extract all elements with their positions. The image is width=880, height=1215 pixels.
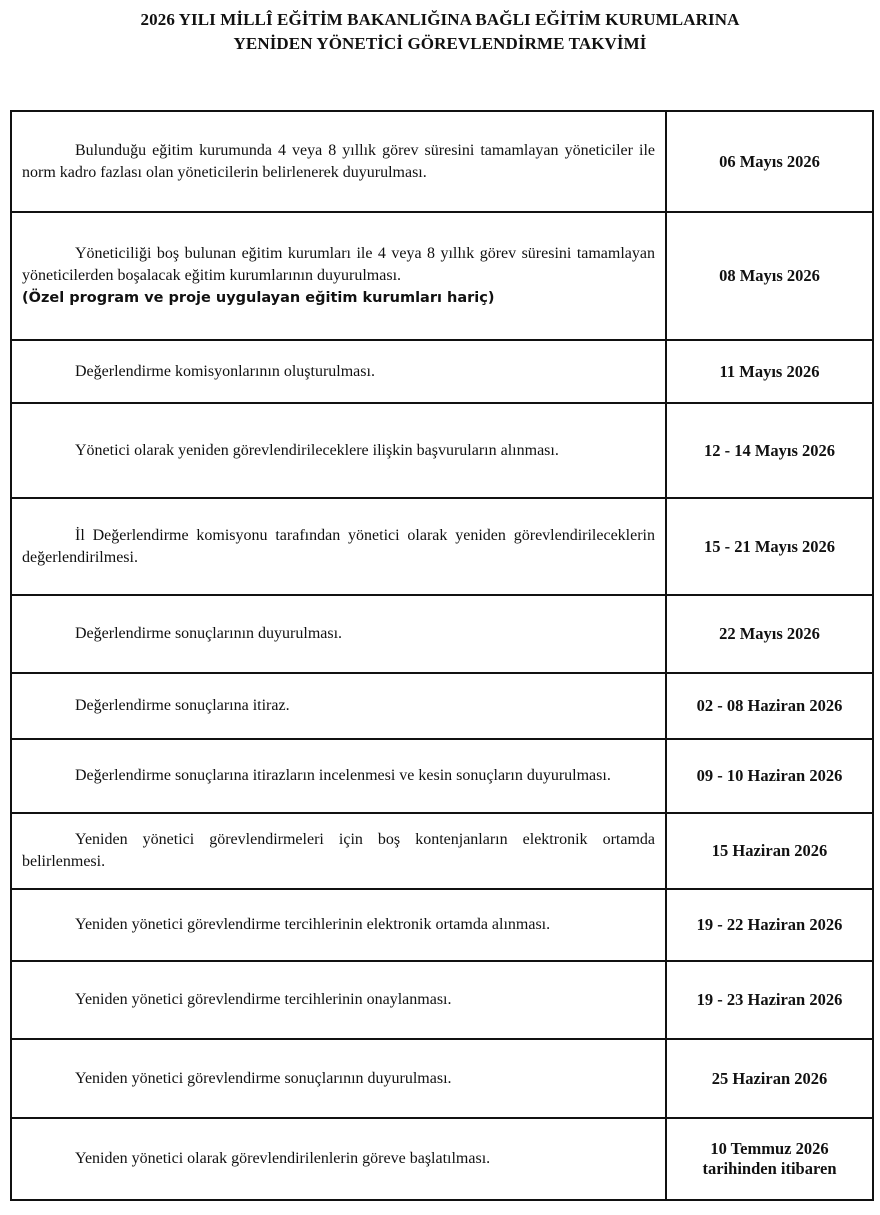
step-date: 22 Mayıs 2026 [666,595,873,673]
step-date: 15 - 21 Mayıs 2026 [666,498,873,595]
table-row [11,813,873,889]
step-description: Bulunduğu eğitim kurumunda 4 veya 8 yıllık görev süresini tamamlayan yöneticiler ile norm kadro fazlası olan yöneticilerin belirlenerek duyurulması. [11,111,666,212]
table-row [11,595,873,673]
step-date: 19 - 22 Haziran 2026 [666,889,873,961]
step-date: 08 Mayıs 2026 [666,212,873,340]
table-row [11,889,873,961]
step-date: 25 Haziran 2026 [666,1039,873,1118]
table-row [11,212,873,340]
step-description: Yeniden yönetici görevlendirme tercihlerinin onaylanması. [11,961,666,1039]
step-note: (Özel program ve proje uygulayan eğitim kurumları hariç) [22,290,495,306]
step-description: Yeniden yönetici görevlendirme sonuçlarının duyurulması. [11,1039,666,1118]
step-date: 02 - 08 Haziran 2026 [666,673,873,739]
step-date-suffix: tarihinden itibaren [702,1159,837,1178]
table-row [11,403,873,498]
step-date [666,1118,873,1200]
step-date: 09 - 10 Haziran 2026 [666,739,873,813]
step-description-text: Yöneticiliği boş bulunan eğitim kurumları ile 4 veya 8 yıllık görev süresini tamamlayan yöneticilerden boşalacak eğitim kurumlarının duyurulması. [22,245,655,284]
table-row [11,739,873,813]
step-date: 15 Haziran 2026 [666,813,873,889]
title-line-1: 2026 YILI MİLLÎ EĞİTİM BAKANLIĞINA BAĞLI EĞİTİM KURUMLARINA [140,10,740,29]
step-description [11,212,666,340]
step-date: 11 Mayıs 2026 [666,340,873,403]
table-row [11,498,873,595]
step-description: Yönetici olarak yeniden görevlendirileceklere ilişkin başvuruların alınması. [11,403,666,498]
step-description: Yeniden yönetici görevlendirme tercihlerinin elektronik ortamda alınması. [11,889,666,961]
step-description: Yeniden yönetici olarak görevlendirilenlerin göreve başlatılması. [11,1118,666,1200]
table-row [11,673,873,739]
document-title [0,8,880,56]
schedule-table [10,110,874,1201]
step-description: Değerlendirme sonuçlarına itiraz. [11,673,666,739]
step-description: İl Değerlendirme komisyonu tarafından yönetici olarak yeniden görevlendirileceklerin değerlendirilmesi. [11,498,666,595]
step-date-main: 10 Temmuz 2026 [710,1139,829,1158]
step-date: 12 - 14 Mayıs 2026 [666,403,873,498]
table-row [11,111,873,212]
step-description: Yeniden yönetici görevlendirmeleri için boş kontenjanların elektronik ortamda belirlenmesi. [11,813,666,889]
table-row [11,961,873,1039]
step-description: Değerlendirme sonuçlarına itirazların incelenmesi ve kesin sonuçların duyurulması. [11,739,666,813]
step-description: Değerlendirme komisyonlarının oluşturulması. [11,340,666,403]
step-description: Değerlendirme sonuçlarının duyurulması. [11,595,666,673]
title-line-2: YENİDEN YÖNETİCİ GÖREVLENDİRME TAKVİMİ [233,34,647,53]
table-row [11,340,873,403]
step-date: 19 - 23 Haziran 2026 [666,961,873,1039]
step-date: 06 Mayıs 2026 [666,111,873,212]
table-row [11,1118,873,1200]
table-row [11,1039,873,1118]
